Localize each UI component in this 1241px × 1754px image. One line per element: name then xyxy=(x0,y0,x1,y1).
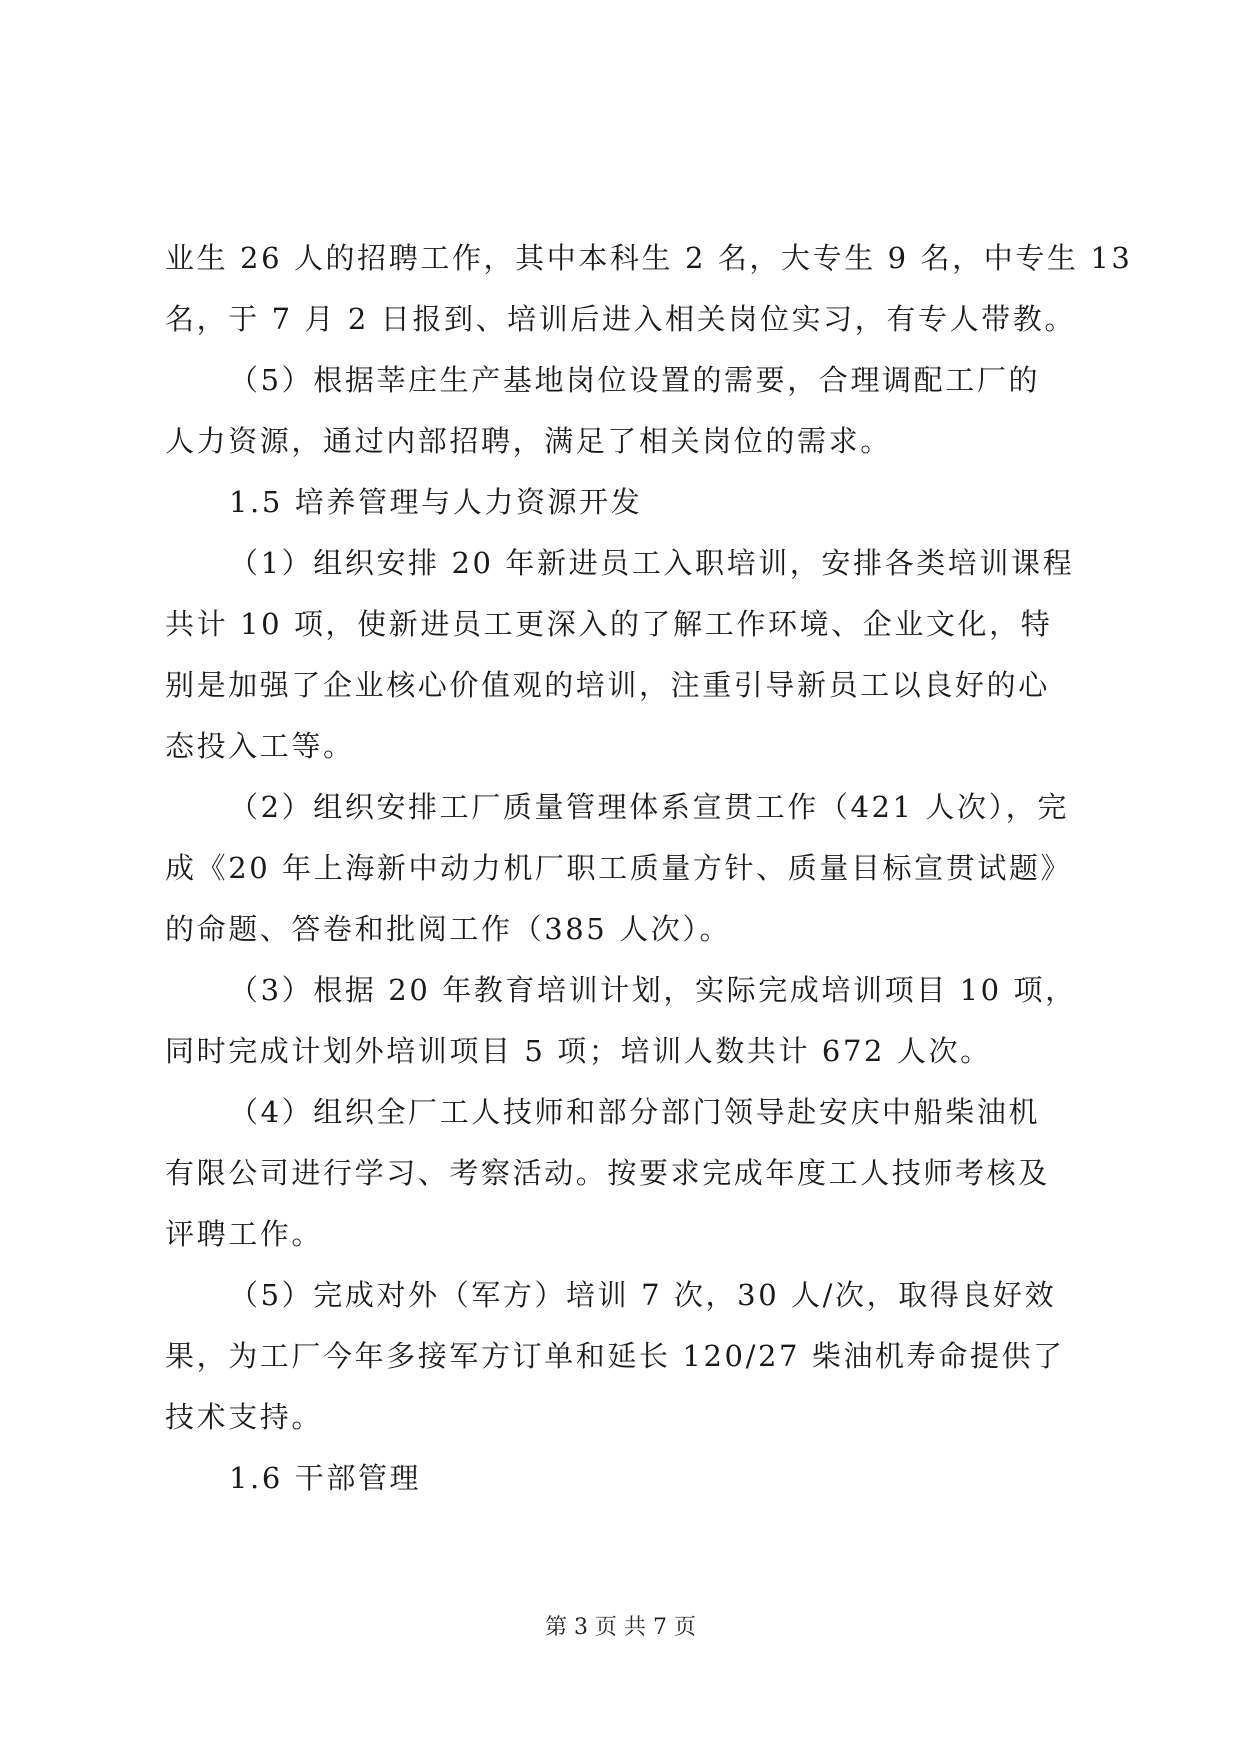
text-line: 技术支持。 xyxy=(165,1400,324,1434)
paragraph-line: （3）根据 20 年教育培训计划，实际完成培训项目 10 项， xyxy=(229,973,1077,1007)
text-line: 评聘工作。 xyxy=(165,1217,324,1251)
text-line: 业生 26 人的招聘工作，其中本科生 2 名，大专生 9 名，中专生 13 xyxy=(165,241,1133,275)
text-line: 共计 10 项，使新进员工更深入的了解工作环境、企业文化，特 xyxy=(165,607,1053,641)
paragraph-line: （4）组织全厂工人技师和部分部门领导赴安庆中船柴油机 xyxy=(229,1095,1041,1129)
section-heading-1-5: 1.5 培养管理与人力资源开发 xyxy=(229,485,643,519)
text-line: 有限公司进行学习、考察活动。按要求完成年度工人技师考核及 xyxy=(165,1156,1050,1190)
text-line: 态投入工等。 xyxy=(165,729,355,763)
paragraph-line: （5）完成对外（军方）培训 7 次，30 人/次，取得良好效 xyxy=(229,1278,1057,1312)
text-line: 成《20 年上海新中动力机厂职工质量方针、质量目标宣贯试题》 xyxy=(165,851,1073,885)
text-line: 同时完成计划外培训项目 5 项；培训人数共计 672 人次。 xyxy=(165,1034,992,1068)
paragraph-line: （2）组织安排工厂质量管理体系宣贯工作（421 人次），完 xyxy=(229,790,1069,824)
text-line: 人力资源，通过内部招聘，满足了相关岗位的需求。 xyxy=(165,424,892,458)
text-line: 名，于 7 月 2 日报到、培训后进入相关岗位实习，有专人带教。 xyxy=(165,302,1076,336)
text-line: 的命题、答卷和批阅工作（385 人次）。 xyxy=(165,912,732,946)
paragraph-line: （1）组织安排 20 年新进员工入职培训，安排各类培训课程 xyxy=(229,546,1075,580)
paragraph-line: （5）根据莘庄生产基地岗位设置的需要，合理调配工厂的 xyxy=(229,363,1041,397)
page-number-footer: 第 3 页 共 7 页 xyxy=(545,1615,696,1640)
text-line: 果，为工厂今年多接军方订单和延长 120/27 柴油机寿命提供了 xyxy=(165,1339,1065,1373)
text-line: 别是加强了企业核心价值观的培训，注重引导新员工以良好的心 xyxy=(165,668,1050,702)
section-heading-1-6: 1.6 干部管理 xyxy=(229,1461,422,1495)
document-body xyxy=(165,228,1133,1509)
